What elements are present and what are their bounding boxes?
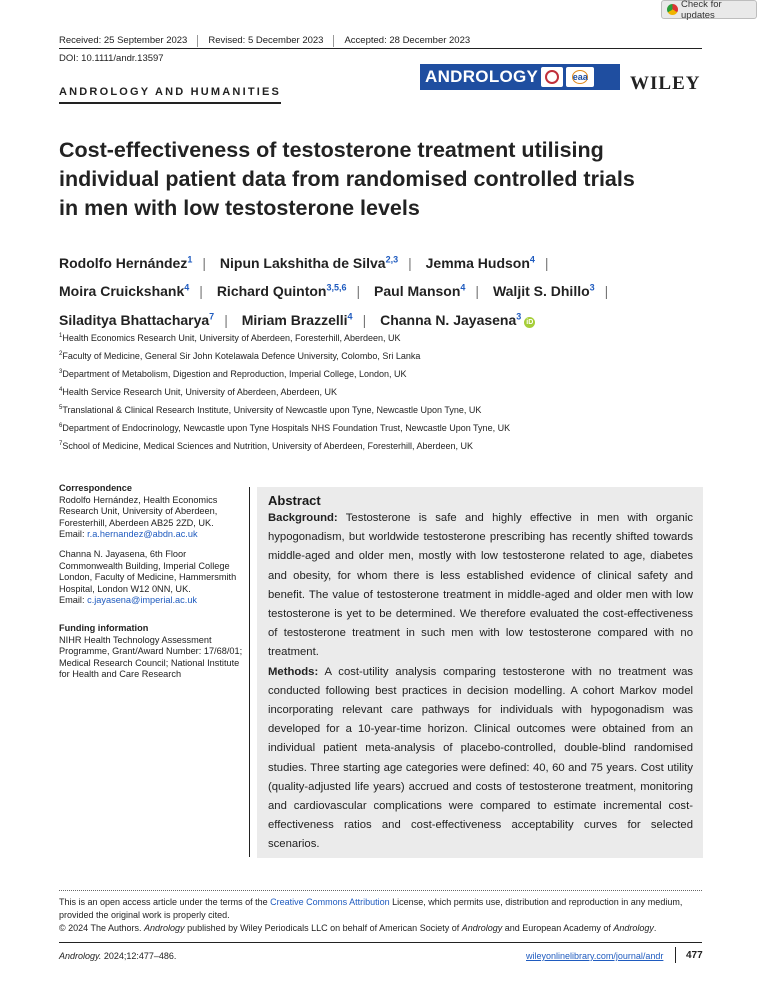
abstract-background: Background: Testosterone is safe and highly effective in men with organic hypogonadism, but worldwide testosterone prescribing has recently shifted towards middle-aged and older men, mostly with low testosterone related to age, diabetes and obesity, for whom there is less established evidence of clinical safety and benefit. The value of testosterone treatment in middle-aged and older men with low testosterone is yet to be determined. We therefore evaluated the cost-effectiveness of testosterone treatment in such men with low testosterone compared with no treatment. (268, 512, 693, 659)
journal-logo-text: ANDROLOGY (425, 67, 539, 86)
author[interactable]: Paul Manson$^4$ | (374, 282, 480, 300)
correspondence-email-line: Email: c.jayasena@imperial.ac.uk (59, 595, 198, 606)
accepted-date: Accepted: 28 December 2023 (344, 35, 471, 46)
affiliation: $^7$School of Medicine, Medical Sciences and Nutrition, University of Aberdeen, Foresterhill, Aberdeen, UK (59, 441, 474, 451)
eaa-logo-icon: eaa (566, 67, 594, 87)
abstract-methods: Methods: A cost-utility analysis comparing testosterone with no treatment was conducted following best practices in decision modelling. A cohort Markov model incorporating relevant care pathways for individuals with hypogonadism was developed for a 10-year-time horizon. Clinical outcomes were obtained from an individual patient meta-analysis of placebo-controlled, double-blind randomised studies. Three starting age categories were defined: 40, 60 and 75 years. Cost utility (quality-adjusted life years) accrued and costs of testosterone treatment, monitoring and cardiovascular complications were compared to estimate incremental cost-effectiveness ratios and cost-effectiveness acceptability curves for selected scenarios. (268, 665, 693, 851)
author[interactable]: Siladitya Bhattacharya$^7$ | (59, 311, 228, 328)
citation: Andrology. 2024;12:477–486. (59, 951, 177, 961)
article-sidebar (59, 483, 244, 689)
correspondence-address: Rodolfo Hernández, Health Economics Research Unit, University of Aberdeen, Foresterhill, Aberdeen AB25 2ZD, UK. (59, 494, 218, 528)
check-for-updates-button[interactable] (661, 0, 757, 19)
footnote-divider (59, 890, 702, 891)
article-title: Cost-effectiveness of testosterone treatment utilising individual patient data from randomised controlled trials in men with low testosterone levels (59, 138, 635, 220)
funding-heading: Funding information (59, 622, 149, 633)
affiliation: $^1$Health Economics Research Unit, University of Aberdeen, Foresterhill, Aberdeen, UK (59, 333, 401, 343)
received-date: Received: 25 September 2023 (59, 35, 188, 46)
author[interactable]: Jemma Hudson$^4$ | (425, 254, 549, 271)
affiliation: $^4$Health Service Research Unit, University of Aberdeen, Aberdeen, UK (59, 387, 337, 397)
divider (197, 35, 198, 47)
abstract-box (257, 487, 703, 858)
header-rule (59, 48, 702, 49)
divider (675, 947, 676, 963)
affiliation: $^5$Translational & Clinical Research Institute, University of Newcastle upon Tyne, Newcastle Upon Tyne, UK (59, 405, 482, 415)
license-link[interactable]: Creative Commons Attribution (270, 897, 390, 907)
correspondence-address: Channa N. Jayasena, 6th Floor Commonwealth Building, Imperial College London, Faculty of Medicine, Hammersmith Hospital, London W12 0NN, UK. (59, 548, 237, 594)
divider (333, 35, 334, 47)
doi: DOI: 10.1111/andr.13597 (59, 53, 164, 64)
abstract-heading: Abstract (268, 493, 321, 508)
journal-logo (420, 64, 620, 90)
affiliations (59, 333, 510, 459)
author[interactable]: Waljit S. Dhillo$^3$ | (492, 282, 609, 300)
journal-url-link[interactable]: wileyonlinelibrary.com/journal/andr (526, 951, 664, 961)
correspondence-heading: Correspondence (59, 483, 133, 493)
affiliation: $^2$Faculty of Medicine, General Sir John Kotelawala Defence University, Colombo, Sri Lanka (59, 351, 421, 361)
column-divider (249, 487, 250, 857)
section-label: ANDROLOGY AND HUMANITIES (59, 86, 281, 104)
revised-date: Revised: 5 December 2023 (208, 35, 324, 46)
author[interactable]: Channa N. Jayasena$^3$iD (380, 311, 534, 328)
footer-rule (59, 942, 702, 943)
society-seal-icon (541, 67, 563, 87)
author[interactable]: Rodolfo Hernández$^1$ | (59, 254, 206, 271)
correspondence-email-line: Email: r.a.hernandez@abdn.ac.uk (59, 529, 198, 540)
affiliation: $^3$Department of Metabolism, Digestion and Reproduction, Imperial College, London, UK (59, 369, 407, 379)
crossmark-icon (667, 4, 678, 15)
affiliation: $^6$Department of Endocrinology, Newcastle upon Tyne Hospitals NHS Foundation Trust, Newcastle Upon Tyne, UK (59, 423, 511, 433)
correspondence-block (59, 483, 244, 541)
email-link[interactable]: r.a.hernandez@abdn.ac.uk (87, 529, 198, 540)
page-number: 477 (686, 950, 703, 961)
author[interactable]: Richard Quinton$^{3,5,6}$ | (216, 282, 361, 300)
copyright-notice: © 2024 The Authors. Andrology published by Wiley Periodicals LLC on behalf of American Society of Andrology and European Academy of Andrology. (59, 923, 657, 933)
article-dates (59, 35, 470, 47)
funding-block (59, 623, 244, 681)
author[interactable]: Miriam Brazzelli$^4$ | (241, 311, 367, 328)
author[interactable]: Moira Cruickshank$^4$ | (59, 282, 203, 300)
correspondence-block (59, 549, 244, 607)
check-for-updates-label: Check for updates (681, 0, 722, 21)
funding-text: NIHR Health Technology Assessment Programme, Grant/Award Number: 17/68/01; Medical Research Council; National Institute for Health and Care Research (59, 634, 243, 680)
publisher-logo: WILEY (630, 73, 701, 94)
author-list (59, 247, 699, 333)
orcid-icon[interactable]: iD (526, 318, 534, 326)
open-access-notice: This is an open access article under the terms of the Creative Commons Attribution License, which permits use, distribution and reproduction in any medium, provided the original work is properly cited. (59, 897, 683, 920)
email-link[interactable]: c.jayasena@imperial.ac.uk (87, 595, 198, 606)
author[interactable]: Nipun Lakshitha de Silva$^{2,3}$ | (219, 254, 412, 271)
